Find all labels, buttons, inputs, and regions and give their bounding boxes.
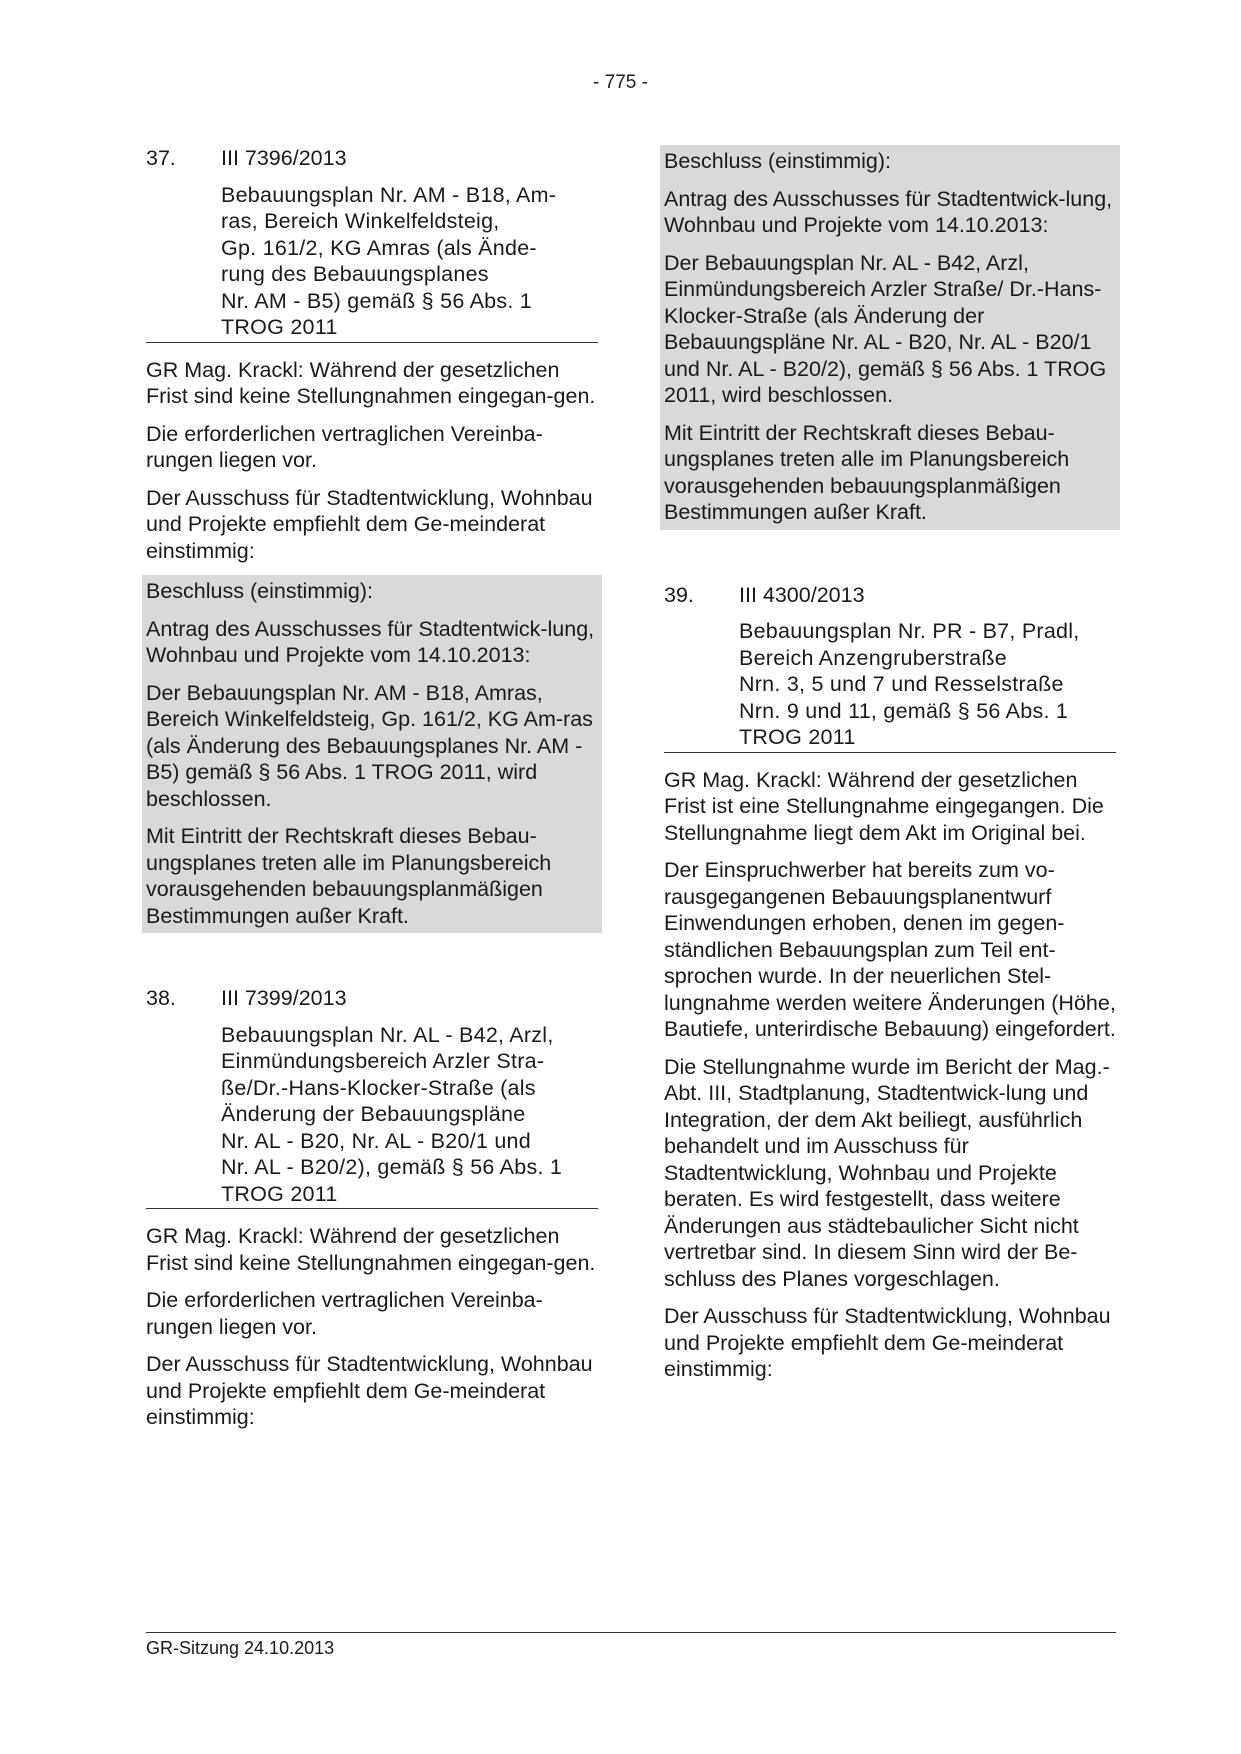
item-39-header	[664, 582, 1116, 609]
divider	[664, 752, 1116, 753]
title-line: Einmündungsbereich Arzler Stra-	[221, 1049, 545, 1073]
title-line: Bebauungsplan Nr. AL - B42, Arzl,	[221, 1022, 554, 1047]
item-37-header	[146, 145, 598, 172]
title-line: rung des Bebauungsplanes	[221, 262, 489, 286]
resolution-paragraph: Mit Eintritt der Rechtskraft dieses Bebau-ungsplanes treten alle im Planungsbereich vorausgehenden bebauungsplanmäßigen Bestimmungen außer Kraft.	[664, 420, 1070, 524]
title-line: Bereich Anzengruberstraße	[739, 645, 1007, 670]
left-column	[146, 145, 598, 1442]
paragraph: Der Ausschuss für Stadtentwicklung, Wohnbau und Projekte empfiehlt dem Ge-meinderat einstimmig:	[146, 485, 593, 563]
paragraph: Die erforderlichen vertraglichen Vereinba-rungen liegen vor.	[146, 421, 543, 472]
title-line: Bebauungsplan Nr. PR - B7, Pradl,	[739, 619, 1080, 643]
item-38-header	[146, 985, 598, 1012]
resolution-box-38	[660, 145, 1120, 530]
item-number: 38.	[146, 986, 176, 1010]
resolution-paragraph: Der Bebauungsplan Nr. AL - B42, Arzl, Einmündungsbereich Arzler Straße/ Dr.-Hans-Klocker-Straße (als Änderung der Bebauungspläne Nr. AL - B20, Nr. AL - B20/1 und Nr. AL - B20/2), gemäß § 56 Abs. 1 TROG 2011, wird beschlossen.	[664, 250, 1107, 407]
item-37-title	[221, 182, 598, 341]
paragraph: Der Ausschuss für Stadtentwicklung, Wohnbau und Projekte empfiehlt dem Ge-meinderat einstimmig:	[146, 1352, 593, 1429]
resolution-heading: Beschluss (einstimmig):	[146, 579, 373, 603]
resolution-paragraph: Der Bebauungsplan Nr. AM - B18, Amras, Bereich Winkelfeldsteig, Gp. 161/2, KG Am-ras (als Änderung des Bebauungsplanes Nr. AM - B5) gemäß § 56 Abs. 1 TROG 2011, wird beschlossen.	[146, 680, 593, 811]
item-reference: III 4300/2013	[739, 582, 865, 607]
item-39-body	[664, 767, 1116, 1383]
item-39-title	[739, 618, 1116, 751]
paragraph: Der Einspruchwerber hat bereits zum vo-rausgegangenen Bebauungsplanentwurf Einwendungen erhoben, denen im gegen-ständlichen Bebauungsplan zum Teil ent-sprochen wurde. In der neuerlichen Stel-lungnahme werden weitere Änderungen (Höhe, Bautiefe, unterirdische Bebauung) eingefordert.	[664, 858, 1116, 1041]
title-line: ras, Bereich Winkelfeldsteig,	[221, 209, 500, 233]
paragraph: GR Mag. Krackl: Während der gesetzlichen Frist ist eine Stellungnahme eingegangen. Die Stellungnahme liegt dem Akt im Original bei.	[664, 767, 1104, 845]
page-number: - 775 -	[593, 72, 648, 93]
item-number: 39.	[664, 582, 694, 607]
title-line: TROG 2011	[739, 725, 856, 749]
resolution-paragraph: Antrag des Ausschusses für Stadtentwick-lung, Wohnbau und Projekte vom 14.10.2013:	[664, 186, 1113, 237]
divider	[146, 342, 598, 343]
title-line: Nr. AM - B5) gemäß § 56 Abs. 1	[221, 288, 533, 313]
title-line: Nrn. 9 und 11, gemäß § 56 Abs. 1	[739, 698, 1069, 723]
title-line: ße/Dr.-Hans-Klocker-Straße (als	[221, 1075, 536, 1100]
footer-divider	[146, 1632, 1116, 1633]
item-number: 37.	[146, 146, 176, 170]
title-line: Nr. AL - B20, Nr. AL - B20/1 und	[221, 1128, 531, 1153]
paragraph: Die Stellungnahme wurde im Bericht der Mag.-Abt. III, Stadtplanung, Stadtentwick-lung und Integration, der dem Akt beiliegt, ausführlich behandelt und im Ausschuss für Stadtentwicklung, Wohnbau und Projekte beraten. Es wird festgestellt, dass weitere Änderungen aus städtebaulicher Sicht nicht vertretbar sind. In diesem Sinn wird der Be-schluss des Planes vorgeschlagen.	[664, 1054, 1110, 1291]
divider	[146, 1208, 598, 1209]
right-column	[664, 145, 1116, 1394]
paragraph: GR Mag. Krackl: Während der gesetzlichen Frist sind keine Stellungnahmen eingegan-gen.	[146, 1224, 596, 1275]
item-reference: III 7396/2013	[221, 146, 347, 170]
resolution-box-37	[142, 575, 602, 933]
title-line: Gp. 161/2, KG Amras (als Ände-	[221, 235, 537, 260]
title-line: Nrn. 3, 5 und 7 und Resselstraße	[739, 672, 1064, 696]
item-38-body	[146, 1223, 598, 1431]
footer-session-date: GR-Sitzung 24.10.2013	[146, 1638, 335, 1658]
title-line: Änderung der Bebauungspläne	[221, 1102, 526, 1126]
paragraph: Der Ausschuss für Stadtentwicklung, Wohnbau und Projekte empfiehlt dem Ge-meinderat einstimmig:	[664, 1304, 1111, 1381]
resolution-paragraph: Mit Eintritt der Rechtskraft dieses Bebau-ungsplanes treten alle im Planungsbereich vorausgehenden bebauungsplanmäßigen Bestimmungen außer Kraft.	[146, 824, 552, 928]
paragraph: GR Mag. Krackl: Während der gesetzlichen Frist sind keine Stellungnahmen eingegan-gen.	[146, 357, 596, 408]
title-line: TROG 2011	[221, 1181, 338, 1206]
resolution-paragraph: Antrag des Ausschusses für Stadtentwick-lung, Wohnbau und Projekte vom 14.10.2013:	[146, 616, 595, 667]
title-line: Bebauungsplan Nr. AM - B18, Am-	[221, 182, 557, 207]
item-37-body	[146, 357, 598, 565]
title-line: TROG 2011	[221, 315, 338, 339]
resolution-heading: Beschluss (einstimmig):	[664, 149, 891, 173]
title-line: Nr. AL - B20/2), gemäß § 56 Abs. 1	[221, 1155, 563, 1179]
paragraph: Die erforderlichen vertraglichen Vereinba-rungen liegen vor.	[146, 1288, 543, 1339]
item-reference: III 7399/2013	[221, 986, 347, 1010]
item-38-title	[221, 1022, 598, 1208]
